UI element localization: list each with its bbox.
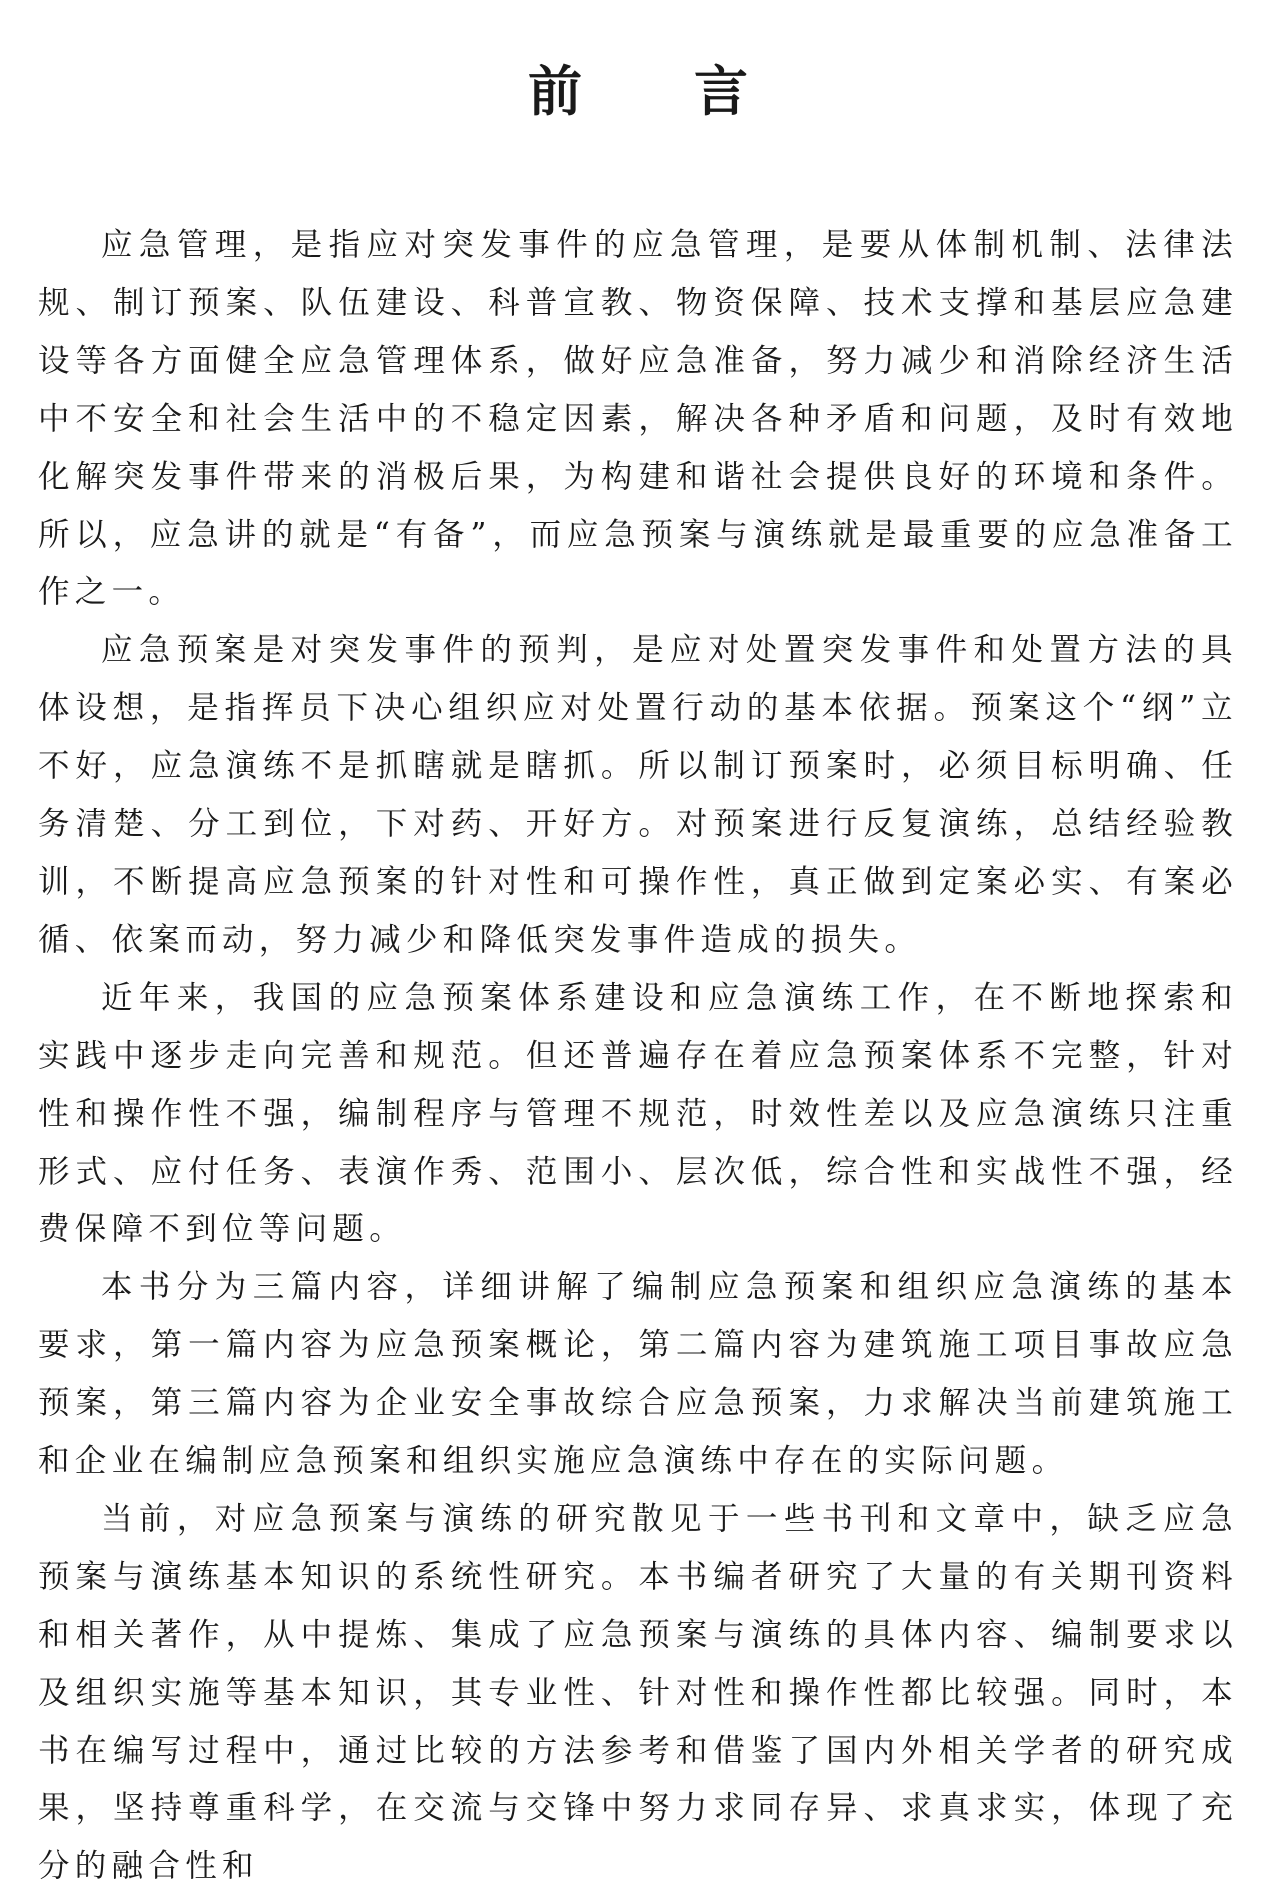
paragraph-4: 本书分为三篇内容，详细讲解了编制应急预案和组织应急演练的基本要求，第一篇内容为应急预案概论，第二篇内容为建筑施工项目事故应急预案，第三篇内容为企业安全事故综合应急预案，力求解决当前建筑施工和企业在编制应急预案和组织实施应急演练中存在的实际问题。 [38,1269,1238,1480]
title-char-1: 前 [528,60,582,123]
paragraph-3: 近年来，我国的应急预案体系建设和应急演练工作，在不断地探索和实践中逐步走向完善和规范。但还普遍存在着应急预案体系不完整，针对性和操作性不强，编制程序与管理不规范，时效性差以及应急演练只注重形式、应付任务、表演作秀、范围小、层次低，综合性和实战性不强，经费保障不到位等问题。 [38,979,1238,1248]
paragraph-1: 应急管理，是指应对突发事件的应急管理，是要从体制机制、法律法规、制订预案、队伍建设、科普宣教、物资保障、技术支撑和基层应急建设等各方面健全应急管理体系，做好应急准备，努力减少和消除经济生活中不安全和社会生活中的不稳定因素，解决各种矛盾和问题，及时有效地化解突发事件带来的消极后果，为构建和谐社会提供良好的环境和条件。所以，应急讲的就是“有备”，而应急预案与演练就是最重要的应急准备工作之一。 [38,227,1238,611]
paragraph-2: 应急预案是对突发事件的预判，是应对处置突发事件和处置方法的具体设想，是指挥员下决心组织应对处置行动的基本依据。预案这个“纲”立不好，应急演练不是抓瞎就是瞎抓。所以制订预案时，必须目标明确、任务清楚、分工到位，下对药、开好方。对预案进行反复演练，总结经验教训，不断提高应急预案的针对性和可操作性，真正做到定案必实、有案必循、依案而动，努力减少和降低突发事件造成的损失。 [38,632,1238,958]
title-char-2: 言 [694,60,748,123]
page-title [0,56,1276,128]
paragraph-5: 当前，对应急预案与演练的研究散见于一些书刊和文章中，缺乏应急预案与演练基本知识的系统性研究。本书编者研究了大量的有关期刊资料和相关著作，从中提炼、集成了应急预案与演练的具体内容、编制要求以及组织实施等基本知识，其专业性、针对性和操作性都比较强。同时，本书在编写过程中，通过比较的方法参考和借鉴了国内外相关学者的研究成果，坚持尊重科学，在交流与交锋中努力求同存异、求真求实，体现了充分的融合性和 [38,1500,1238,1885]
preface-body [38,217,1238,1896]
